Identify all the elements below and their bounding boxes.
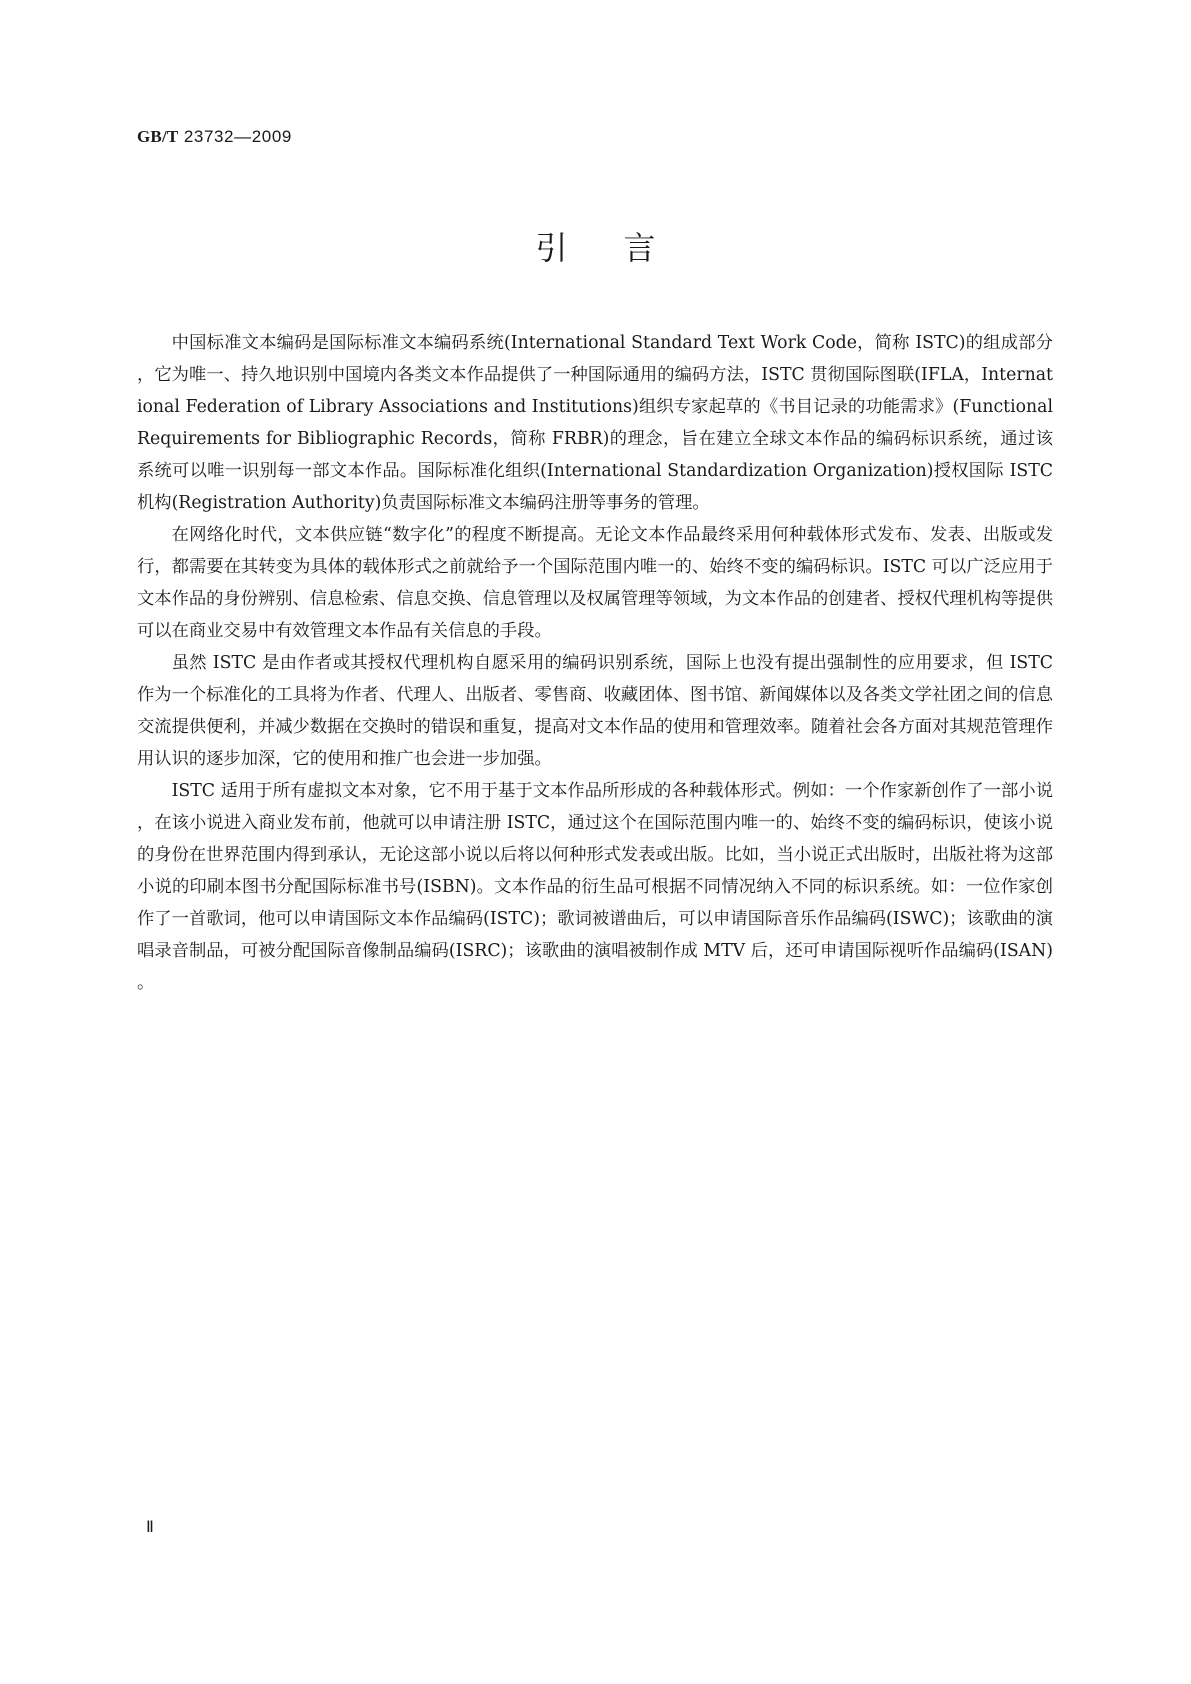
body-text: [137, 327, 1053, 999]
title-char-2: 言: [623, 229, 656, 267]
title-char-1: 引: [535, 229, 568, 267]
standard-code-header: [137, 126, 292, 148]
paragraph-1: 中国标准文本编码是国际标准文本编码系统(International Standard Text Work Code，简称 ISTC)的组成部分，它为唯一、持久地识别中国境内各类文本作品提供了一种国际通用的编码方法，ISTC 贯彻国际图联(IFLA，International Federation of Library Associations and Institutions)组织专家起草的《书目记录的功能需求》(Functional Requirements for Bibliographic Records，简称 FRBR)的理念，旨在建立全球文本作品的编码标识系统，通过该系统可以唯一识别每一部文本作品。国际标准化组织(International Standardization Organization)授权国际 ISTC 机构(Registration Authority)负责国际标准文本编码注册等事务的管理。: [137, 333, 1053, 513]
page-number: Ⅱ: [146, 1519, 154, 1536]
page-title: [0, 226, 1191, 270]
standard-code-prefix: GB/T: [137, 127, 179, 146]
paragraph-2: 在网络化时代，文本供应链“数字化”的程度不断提高。无论文本作品最终采用何种载体形式发布、发表、出版或发行，都需要在其转变为具体的载体形式之前就给予一个国际范围内唯一的、始终不变的编码标识。ISTC 可以广泛应用于文本作品的身份辨别、信息检索、信息交换、信息管理以及权属管理等领域，为文本作品的创建者、授权代理机构等提供可以在商业交易中有效管理文本作品有关信息的手段。: [137, 525, 1053, 641]
standard-code-number: 23732—2009: [183, 127, 292, 146]
paragraph-4: ISTC 适用于所有虚拟文本对象，它不用于基于文本作品所形成的各种载体形式。例如：一个作家新创作了一部小说，在该小说进入商业发布前，他就可以申请注册 ISTC，通过这个在国际范围内唯一的、始终不变的编码标识，使该小说的身份在世界范围内得到承认，无论这部小说以后将以何种形式发表或出版。比如，当小说正式出版时，出版社将为这部小说的印刷本图书分配国际标准书号(ISBN)。文本作品的衍生品可根据不同情况纳入不同的标识系统。如：一位作家创作了一首歌词，他可以申请国际文本作品编码(ISTC)；歌词被谱曲后，可以申请国际音乐作品编码(ISWC)；该歌曲的演唱录音制品，可被分配国际音像制品编码(ISRC)；该歌曲的演唱被制作成 MTV 后，还可申请国际视听作品编码(ISAN)。: [137, 781, 1053, 993]
paragraph-3: 虽然 ISTC 是由作者或其授权代理机构自愿采用的编码识别系统，国际上也没有提出强制性的应用要求，但 ISTC 作为一个标准化的工具将为作者、代理人、出版者、零售商、收藏团体、图书馆、新闻媒体以及各类文学社团之间的信息交流提供便利，并减少数据在交换时的错误和重复，提高对文本作品的使用和管理效率。随着社会各方面对其规范管理作用认识的逐步加深，它的使用和推广也会进一步加强。: [137, 653, 1053, 769]
